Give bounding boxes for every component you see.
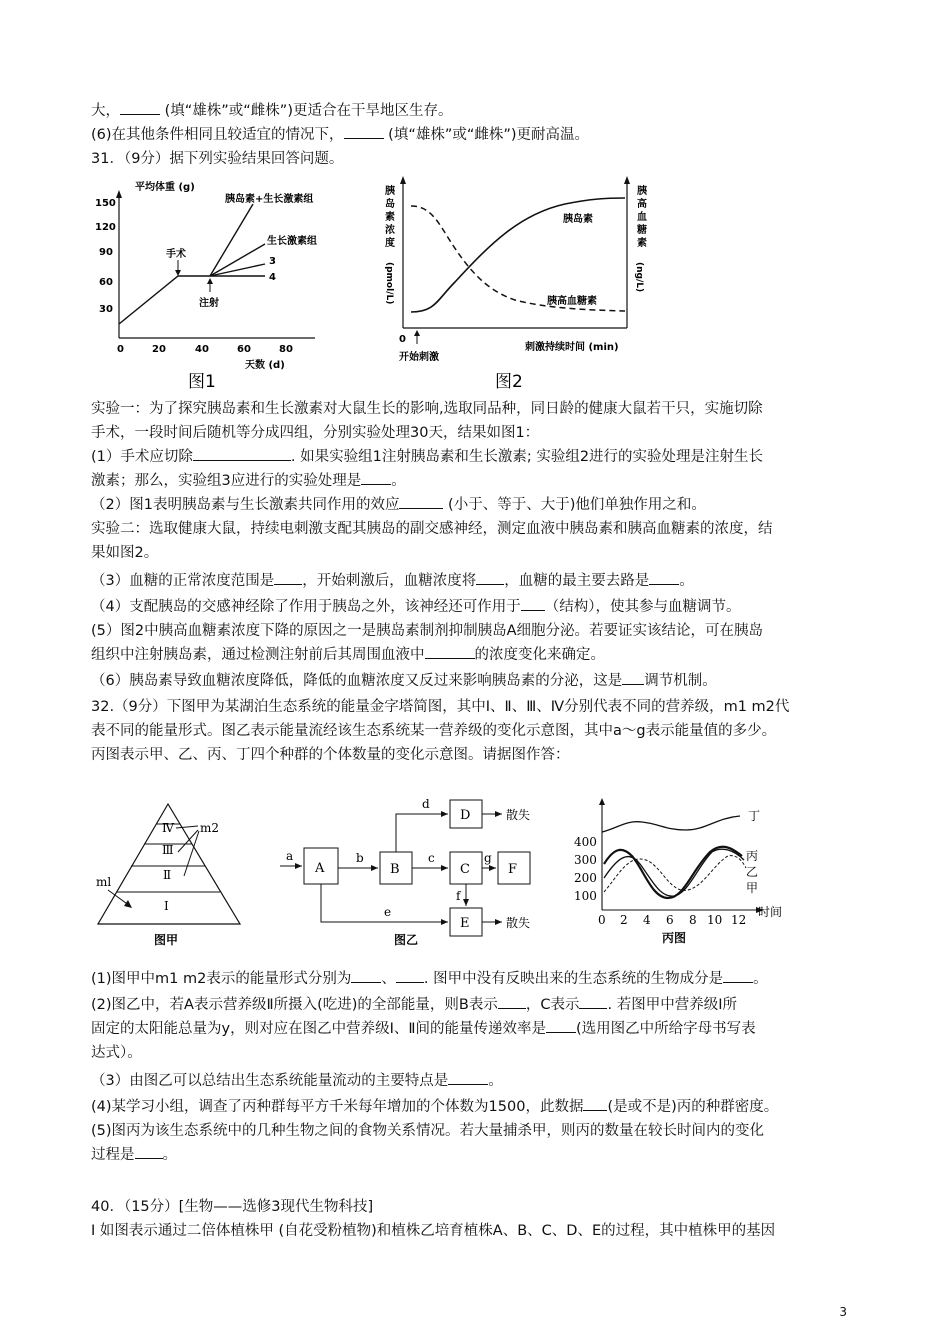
fig1-y-arrow [116, 190, 122, 198]
text: 、 [381, 971, 396, 987]
pyramid-level: Ⅱ [163, 868, 172, 882]
figC-xtick: 0 [598, 913, 606, 927]
answer-blank [135, 1144, 163, 1159]
text: 激素；那么，实验组3应进行的实验处理是 [91, 473, 362, 489]
figC-xtick: 6 [666, 913, 674, 927]
pyramid-m2-label: m2 [200, 821, 220, 835]
fig1-xtick: 60 [237, 344, 251, 355]
q32-sub5-line1: (5)图丙为该生态系统中的几种生物之间的食物关系情况。若大量捕杀甲，则丙的数量在较长时间内的变化 [91, 1123, 765, 1139]
q32-sub2-line1 [91, 994, 871, 1016]
fig2-series-insulin: 胰岛素 [563, 214, 593, 225]
m2-arrow [176, 826, 198, 828]
q32-sub1 [91, 968, 871, 990]
fig1-series-line [210, 244, 265, 276]
q30-line6 [91, 124, 871, 146]
figure-2-hormone-chart [375, 172, 660, 392]
q32-line3: 丙图表示甲、乙、丙、丁四个种群的个体数量的变化示意图。请据图作答： [91, 747, 570, 763]
fig1-series-line [210, 204, 253, 276]
q30-line5 [91, 100, 871, 122]
figure-bing-population-chart [570, 798, 792, 948]
fig2-left-unit: (pmol/L) [384, 262, 394, 305]
q31-exp2-line2: 果如图2。 [91, 545, 159, 561]
q32-sub2-line2 [91, 1018, 871, 1040]
q31-sub2 [91, 494, 871, 516]
fig1-ytick: 30 [99, 304, 113, 315]
fig1-xlabel: 天数 (d) [245, 360, 285, 371]
loss-label: 散失 [506, 916, 531, 930]
figC-xtick: 10 [707, 913, 723, 927]
figC-series-label: 丙 [746, 849, 759, 863]
fig1-yticks [95, 198, 116, 315]
q32-sub5-line2 [91, 1144, 871, 1166]
fig2-series-glucagon: 胰高血糖素 [547, 296, 597, 307]
text: (6)在其他条件相同且较适宜的情况下， [91, 127, 344, 143]
box-label: E [460, 916, 470, 931]
fig1-series-label: 4 [269, 272, 276, 283]
fig1-ytick: 60 [99, 277, 113, 288]
answer-blank [622, 670, 644, 685]
pyramid-level: Ⅳ [162, 821, 174, 835]
arrow-d [396, 814, 448, 852]
figC-caption: 丙图 [662, 931, 687, 945]
q32-sub3 [91, 1070, 871, 1092]
text: (是或不是)丙的种群密度。 [607, 1099, 779, 1115]
fig2-x0: 0 [399, 334, 406, 345]
figure-1-weight-chart [95, 172, 340, 392]
q32-line1: 32.（9分）下图甲为某湖泊生态系统的能量金字塔简图，其中Ⅰ、Ⅱ、Ⅲ、Ⅳ分别代表不同的营养级，m1 m2代 [91, 699, 790, 715]
text: （3）由图乙可以总结出生态系统能量流动的主要特点是 [91, 1073, 449, 1089]
fig1-inject-arrowhead [207, 278, 213, 284]
text: （3）血糖的正常浓度范围是 [91, 573, 275, 589]
answer-blank [396, 968, 424, 983]
answer-blank [521, 596, 545, 611]
q31-sub6 [91, 670, 871, 692]
q31-sub5-line2 [91, 644, 871, 666]
answer-blank [723, 968, 753, 983]
answer-blank [649, 570, 679, 585]
figC-ytick: 400 [574, 835, 597, 849]
fig2-right-arrow [624, 176, 630, 184]
fig1-caption: 图1 [188, 372, 216, 392]
q40-line1: Ⅰ 如图表示通过二倍体植株甲 (自花受粉植物)和植株乙培育植株A、B、C、D、E的过程，其中植株甲的基因 [91, 1223, 776, 1239]
figure-jia-energy-pyramid [92, 796, 262, 948]
answer-blank [274, 570, 302, 585]
fig1-surgery-label: 手术 [166, 249, 186, 260]
answer-blank [193, 446, 291, 461]
text: 。 [162, 1147, 177, 1163]
figC-series-label: 乙 [746, 865, 759, 879]
fig1-baseline-curve [119, 276, 210, 324]
text: (2)图乙中，若A表示营养级Ⅱ所摄入(吃进)的全部能量，则B表示 [91, 997, 498, 1013]
pyramid-level: Ⅲ [162, 843, 174, 857]
text: 的浓度变化来确定。 [474, 647, 605, 663]
text: 组织中注射胰岛素，通过检测注射前后其周围血液中 [91, 647, 425, 663]
fig2-left-arrow [400, 176, 406, 184]
text: 素 [637, 238, 647, 249]
answer-blank [399, 494, 443, 509]
figC-ytick: 100 [574, 889, 597, 903]
figC-curve-ding [602, 816, 740, 832]
fig1-ylabel: 平均体重 (g) [135, 182, 195, 193]
text: ，C表示 [525, 997, 580, 1013]
text: (小于、等于、大于)他们单独作用之和。 [443, 497, 706, 513]
text: (1）手术应切除 [91, 449, 193, 465]
text: 胰 [385, 186, 395, 197]
q31-header: 31．（9分）据下列实验结果回答问题。 [91, 151, 344, 167]
fig1-xtick: 0 [117, 344, 124, 355]
figure-yi-energy-flow [280, 792, 570, 950]
q31-sub5-line1: (5）图2中胰高血糖素浓度下降的原因之一是胰岛素制剂抑制胰岛A细胞分泌。若要证实该结论，可在胰岛 [91, 623, 764, 639]
text: 过程是 [91, 1147, 135, 1163]
text: （4）支配胰岛的交感神经除了作用于胰岛之外，该神经还可作用于 [91, 599, 521, 615]
q31-sub1-line2 [91, 470, 871, 492]
arrow-label: c [428, 851, 435, 865]
fig1-ytick: 150 [95, 198, 116, 209]
box-label: C [460, 862, 470, 877]
pyramid-m1-label: ml [96, 875, 112, 889]
fig1-xticks [117, 344, 293, 355]
text: (填“雄株”或“雌株”)更适合在干旱地区生存。 [160, 103, 453, 119]
q31-exp2-line1: 实验二：选取健康大鼠，持续电刺激支配其胰岛的副交感神经，测定血液中胰岛素和胰高血糖素的浓度，结 [91, 521, 773, 537]
box-label: B [390, 862, 400, 877]
q32-sub4 [91, 1096, 871, 1118]
fig2-caption: 图2 [495, 372, 523, 392]
answer-blank [425, 644, 475, 659]
arrow-label: f [456, 889, 461, 903]
figC-ytick: 300 [574, 853, 597, 867]
q31-sub1-line1 [91, 446, 871, 468]
q31-sub3 [91, 570, 871, 592]
box-label: F [508, 862, 518, 877]
text: 度 [385, 238, 395, 249]
box-label: A [315, 861, 325, 876]
answer-blank [120, 100, 160, 115]
answer-blank [498, 994, 526, 1009]
arrow-label: e [384, 905, 392, 919]
text: 浓 [385, 225, 395, 236]
answer-blank [351, 968, 381, 983]
q32-sub2-line3: 达式）。 [91, 1045, 142, 1061]
answer-blank [344, 124, 384, 139]
figB-caption: 图乙 [394, 933, 419, 947]
text: 大， [91, 103, 120, 119]
text: 素 [385, 212, 395, 223]
fig2-left-label [385, 184, 396, 249]
fig1-surgery-arrowhead [175, 270, 181, 276]
m1-arrowhead [124, 900, 132, 908]
figC-xtick: 12 [731, 913, 747, 927]
answer-blank [361, 470, 391, 485]
text: . 若图甲中营养级Ⅰ所 [607, 997, 737, 1013]
fig2-start-label: 开始刺激 [399, 352, 439, 363]
q31-exp1-line2: 手术，一段时间后随机等分成四组，分别实验处理30天，结果如图1： [91, 425, 540, 441]
fig2-xlabel: 刺激持续时间 (min) [525, 342, 619, 353]
text: ，开始刺激后，血糖浓度将 [302, 573, 477, 589]
fig1-ytick: 120 [95, 222, 116, 233]
text: （6）胰岛素导致血糖浓度降低，降低的血糖浓度又反过来影响胰岛素的分泌，这是 [91, 673, 623, 689]
fig2-right-unit: (ng/L) [634, 262, 644, 293]
figC-xlabel: 时间 [758, 905, 783, 919]
figC-curve-bing [604, 847, 742, 898]
arrow-label: a [286, 849, 294, 863]
page-number: 3 [839, 1305, 847, 1319]
text: 调节机制。 [644, 673, 717, 689]
figC-curve-yi [604, 849, 744, 896]
answer-blank [448, 1070, 488, 1085]
fig1-xtick: 40 [195, 344, 209, 355]
fig1-series-label: 3 [269, 256, 276, 267]
text: （2）图1表明胰岛素与生长激素共同作用的效应 [91, 497, 400, 513]
fig2-start-arrowhead [414, 330, 420, 336]
q31-sub4 [91, 596, 871, 618]
fig1-xtick: 80 [279, 344, 293, 355]
q31-exp1-line1: 实验一：为了探究胰岛素和生长激素对大鼠生长的影响,选取同品种，同日龄的健康大鼠若干只，实施切除 [91, 401, 763, 417]
fig1-series-line [210, 264, 265, 276]
arrow-label: d [422, 797, 430, 811]
figC-xtick: 2 [620, 913, 628, 927]
figC-ytick: 200 [574, 871, 597, 885]
text: ，血糖的最主要去路是 [504, 573, 650, 589]
fig1-xtick: 20 [152, 344, 166, 355]
pyramid-level: Ⅰ [164, 899, 169, 913]
text: (选用图乙中所给字母书写表 [576, 1021, 756, 1037]
text: （结构），使其参与血糖调节。 [544, 599, 741, 615]
text: 。 [391, 473, 406, 489]
text: 。 [753, 971, 768, 987]
arrow-label: b [356, 851, 364, 865]
fig1-series-label: 生长激素组 [267, 236, 317, 247]
fig2-right-label [636, 184, 648, 249]
arrow-label: g [484, 851, 492, 865]
answer-blank [579, 994, 607, 1009]
figC-curve-jia [604, 856, 746, 892]
text: 固定的太阳能总量为y，则对应在图乙中营养级Ⅰ、Ⅱ间的能量传递效率是 [91, 1021, 546, 1037]
figC-xtick: 4 [643, 913, 651, 927]
text: 糖 [637, 225, 647, 236]
text: 血 [637, 212, 647, 223]
text: (填“雄株”或“雌株”)更耐高温。 [383, 127, 590, 143]
text: 。 [488, 1073, 503, 1089]
figC-series-label: 丁 [748, 809, 761, 823]
text: . 图甲中没有反映出来的生态系统的生物成分是 [423, 971, 724, 987]
box-label: D [460, 808, 471, 823]
figC-series-label: 甲 [746, 881, 759, 895]
text: 胰 [637, 186, 647, 197]
figC-xtick: 8 [689, 913, 697, 927]
text: 岛 [385, 199, 395, 210]
figA-caption: 图甲 [154, 933, 179, 947]
loss-label: 散失 [506, 808, 531, 822]
answer-blank [476, 570, 504, 585]
figC-y-arrow [599, 798, 605, 805]
answer-blank [583, 1096, 607, 1111]
fig1-ytick: 90 [99, 247, 113, 258]
text: (1)图甲中m1 m2表示的能量形式分别为 [91, 971, 352, 987]
q32-line2: 表不同的能量形式。图乙表示能量流经该生态系统某一营养级的变化示意图，其中a～g表示能量值的多少。 [91, 723, 777, 739]
answer-blank [546, 1018, 576, 1033]
q40-header: 40．（15分）[生物——选修3现代生物科技] [91, 1199, 374, 1215]
fig1-series-label: 胰岛素+生长激素组 [225, 194, 314, 205]
text: (4)某学习小组，调查了丙种群每平方千米每年增加的个体数为1500，此数据 [91, 1099, 584, 1115]
text: 高 [637, 199, 647, 210]
text: . 如果实验组1注射胰岛素和生长激素; 实验组2进行的实验处理是注射生长 [290, 449, 764, 465]
text: 。 [679, 573, 694, 589]
fig1-inject-label: 注射 [199, 298, 219, 309]
